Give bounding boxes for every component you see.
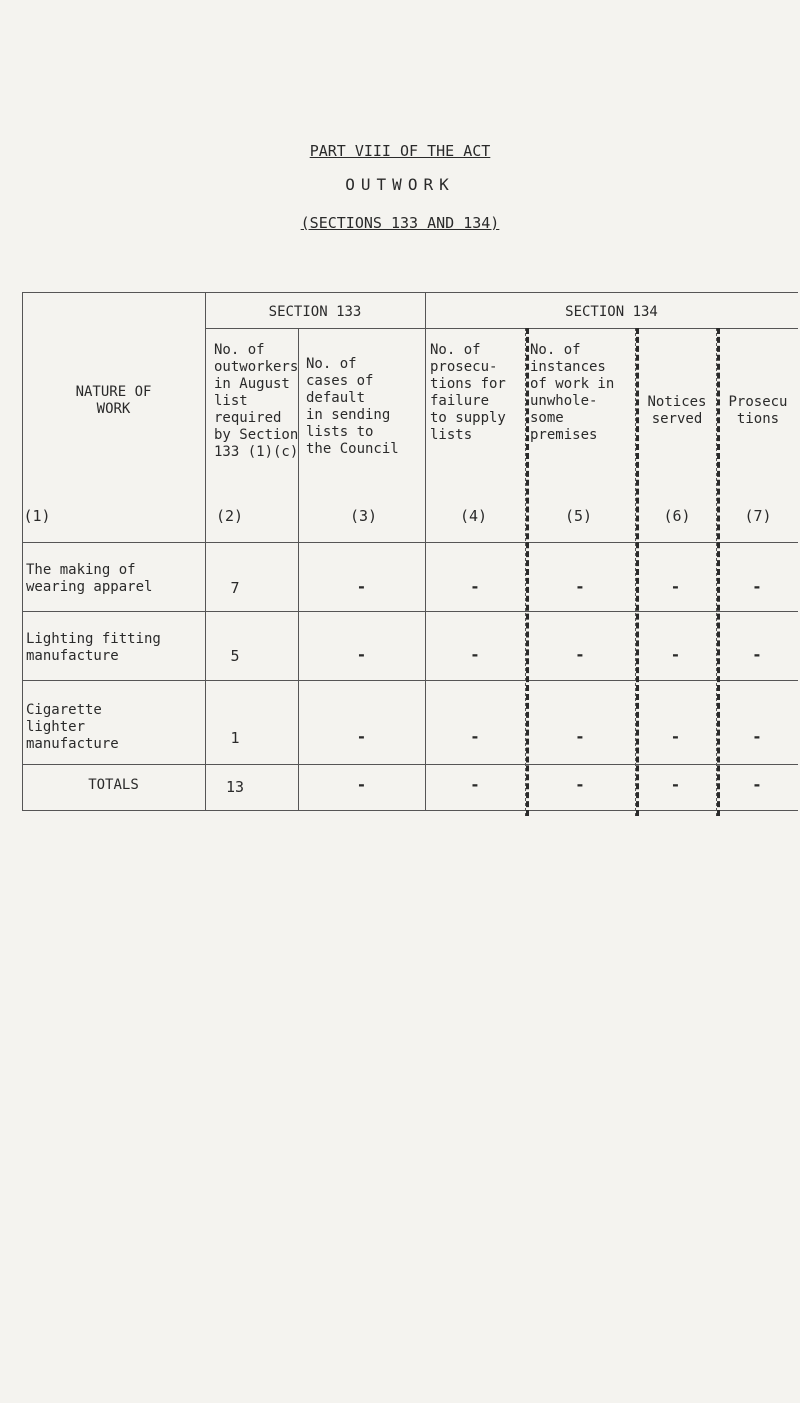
row-value: 7 — [230, 579, 240, 597]
row-value: - — [752, 645, 762, 664]
row-value: - — [575, 645, 585, 664]
col-number: (4) — [460, 507, 488, 525]
section-133-header: SECTION 133 — [268, 304, 362, 320]
totals-value: - — [356, 775, 367, 794]
col-header-nature: NATURE OF WORK — [75, 384, 152, 417]
row-nature: Cigarette lighter manufacture — [26, 702, 119, 752]
row-value: - — [356, 577, 367, 596]
row-rule — [22, 611, 798, 612]
col-header-notices: Notices served — [647, 394, 707, 427]
row-value: - — [752, 577, 762, 596]
table-bottom-rule — [22, 810, 798, 811]
table-top-rule — [22, 292, 798, 293]
document-title: OUTWORK — [345, 175, 455, 194]
col-header-default-cases: No. of cases of default in sending lists to the Council — [306, 356, 399, 457]
sections-subtitle: (SECTIONS 133 AND 134) — [300, 214, 500, 232]
col-number: (5) — [565, 507, 593, 525]
row-nature: The making of wearing apparel — [26, 562, 153, 595]
row-value: 1 — [230, 729, 240, 747]
header-bottom-rule — [22, 542, 798, 543]
row-value: - — [575, 577, 585, 596]
row-value: - — [752, 727, 762, 746]
totals-value: - — [752, 775, 762, 794]
row-value: - — [356, 727, 367, 746]
row-value: - — [470, 727, 480, 746]
row-value: - — [575, 727, 585, 746]
totals-value: 13 — [225, 778, 245, 796]
col-rule — [22, 292, 23, 810]
col-number: (1) — [23, 507, 51, 525]
col-number: (6) — [663, 507, 691, 525]
col-number: (2) — [216, 507, 244, 525]
row-value: - — [670, 727, 681, 746]
col-header-outworkers: No. of outworkers in August list required by Section 133 (1)(c) — [214, 342, 299, 460]
row-value: - — [356, 645, 367, 664]
row-value: - — [670, 577, 681, 596]
row-value: - — [670, 645, 681, 664]
col-number: (7) — [744, 507, 772, 525]
part-title: PART VIII OF THE ACT — [309, 142, 491, 160]
row-value: - — [470, 577, 480, 596]
col-number: (3) — [350, 507, 378, 525]
row-value: - — [470, 645, 480, 664]
row-rule — [22, 680, 798, 681]
totals-value: - — [670, 775, 681, 794]
row-value: 5 — [230, 647, 240, 665]
row-rule — [22, 764, 798, 765]
group-header-rule — [205, 328, 798, 329]
totals-value: - — [470, 775, 480, 794]
section-134-header: SECTION 134 — [565, 304, 658, 320]
col-header-prosecutions-lists: No. of prosecu- tions for failure to supply lists — [430, 342, 506, 443]
col-header-unwholesome-premises: No. of instances of work in unwhole- some premises — [530, 342, 615, 443]
totals-value: - — [575, 775, 585, 794]
totals-label: TOTALS — [88, 777, 139, 793]
row-nature: Lighting fitting manufacture — [26, 631, 161, 664]
col-header-prosecutions: Prosecu tions — [728, 394, 788, 427]
